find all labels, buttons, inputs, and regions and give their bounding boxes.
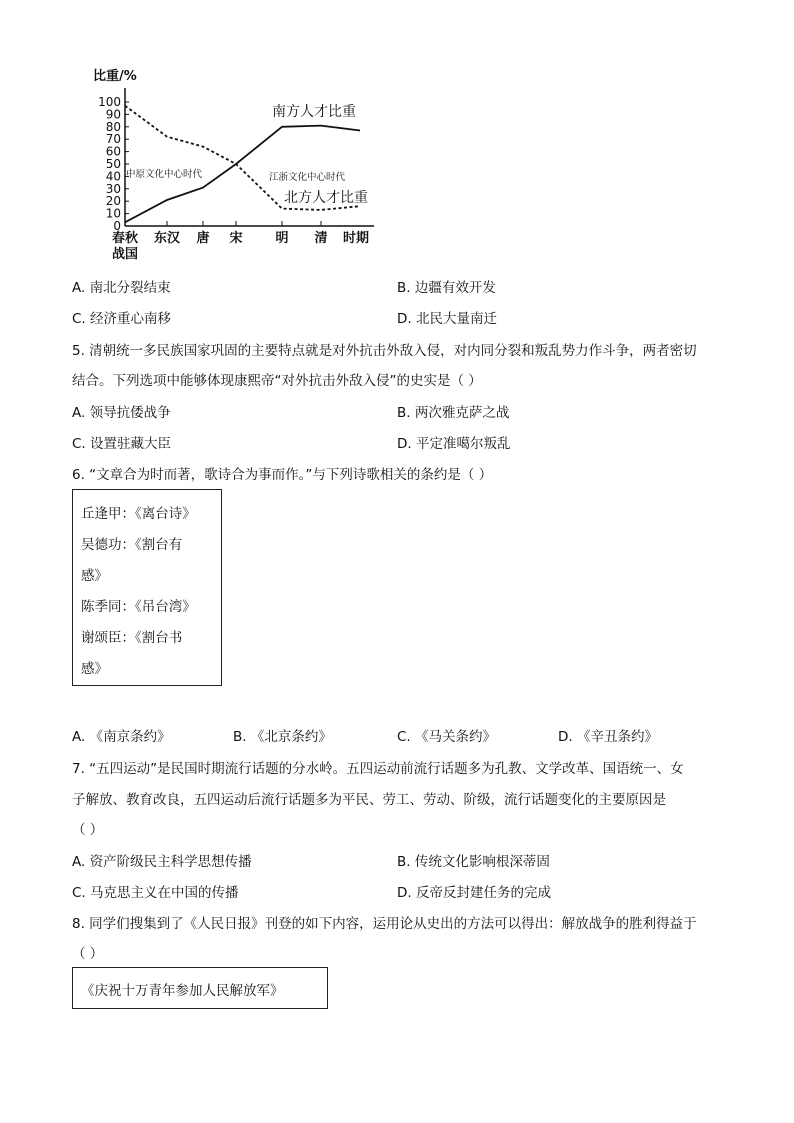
y-tick-label: 80: [105, 119, 121, 134]
x-tick-label: 清: [314, 231, 328, 246]
north-legend-label: 北方人才比重: [284, 190, 368, 206]
talent-ratio-chart: [60, 58, 390, 268]
q5-option-b[interactable]: B. 两次雅克萨之战: [397, 405, 510, 421]
annotation-central-plains: 中原文化中心时代: [126, 169, 203, 180]
q7-option-b[interactable]: B. 传统文化影响根深蒂固: [397, 854, 550, 870]
x-tick-label: 东汉: [153, 231, 181, 246]
q6-stem: 6. “文章合为时而著，歌诗合为事而作。”与下列诗歌相关的条约是（ ）: [72, 467, 493, 483]
y-tick-label: 70: [105, 132, 121, 147]
q5-option-a[interactable]: A. 领导抗倭战争: [72, 405, 171, 421]
y-tick-label: 100: [98, 95, 121, 109]
y-tick-label: 50: [105, 157, 121, 171]
x-tick-label: 明: [275, 231, 289, 246]
q8-stem-line-1: 8. 同学们搜集到了《人民日报》刊登的如下内容，运用论从史出的方法可以得出：解放战争的胜利得益于: [72, 916, 697, 932]
y-tick-label: 60: [105, 144, 121, 159]
annotation-jiangzhe: 江浙文化中心时代: [269, 172, 346, 183]
q5-option-d[interactable]: D. 平定准噶尔叛乱: [397, 436, 511, 452]
poem-line: 感》: [81, 661, 108, 677]
q7-option-c[interactable]: C. 马克思主义在中国的传播: [72, 885, 239, 901]
x-tick-label: 唐: [196, 231, 210, 246]
y-tick-label: 0: [113, 219, 121, 233]
q6-poem-box: [72, 489, 222, 686]
q5-stem-line-1: 5. 清朝统一多民族国家巩固的主要特点就是对外抗击外敌入侵，对内同分裂和叛乱势力作斗争，两者密切: [72, 343, 697, 359]
y-tick-label: 10: [105, 206, 121, 221]
poem-line: 谢颂臣：《割台书: [81, 630, 183, 646]
q6-option-a[interactable]: A. 《南京条约》: [72, 729, 171, 745]
x-tick-label: 宋: [229, 231, 243, 246]
poem-line: 吴德功：《割台有: [81, 537, 183, 553]
x-tick-label: 时期: [342, 231, 370, 246]
q7-stem-line-2: 子解放、教育改良，五四运动后流行话题多为平民、劳工、劳动、阶级，流行话题变化的主要原因是: [72, 792, 666, 808]
q7-stem-line-1: 7. “五四运动”是民国时期流行话题的分水岭。五四运动前流行话题多为孔教、文学改革、国语统一、女: [72, 761, 684, 777]
q7-stem-line-3: （ ）: [72, 822, 104, 838]
poem-line: 丘逢甲：《离台诗》: [81, 506, 196, 522]
q8-stem-line-2: （ ）: [72, 946, 104, 962]
q4-option-b[interactable]: B. 边疆有效开发: [397, 280, 496, 296]
q4-option-d[interactable]: D. 北民大量南迁: [397, 311, 497, 327]
q6-option-d[interactable]: D. 《辛丑条约》: [558, 729, 658, 745]
y-tick-label: 90: [105, 107, 121, 122]
y-tick-label: 20: [105, 194, 121, 209]
poem-line: 感》: [81, 568, 108, 584]
y-tick-label: 30: [105, 181, 121, 196]
y-tick-label: 40: [105, 169, 121, 184]
q5-stem-line-2: 结合。下列选项中能够体现康熙帝“对外抗击外敌入侵”的史实是（ ）: [72, 373, 482, 389]
q5-option-c[interactable]: C. 设置驻藏大臣: [72, 436, 172, 452]
x-tick-label: 春秋战国: [111, 231, 139, 262]
q4-option-a[interactable]: A. 南北分裂结束: [72, 280, 171, 296]
y-axis-label: 比重/%: [93, 69, 137, 84]
south-legend-label: 南方人才比重: [272, 104, 356, 120]
q7-option-d[interactable]: D. 反帝反封建任务的完成: [397, 885, 551, 901]
poem-line: 陈季同：《吊台湾》: [81, 599, 196, 615]
q6-option-c[interactable]: C. 《马关条约》: [397, 729, 497, 745]
q8-source-text: 《庆祝十万青年参加人民解放军》: [81, 983, 284, 999]
q6-option-b[interactable]: B. 《北京条约》: [233, 729, 332, 745]
q8-source-box: [72, 967, 328, 1009]
q7-option-a[interactable]: A. 资产阶级民主科学思想传播: [72, 854, 252, 870]
q4-option-c[interactable]: C. 经济重心南移: [72, 311, 172, 327]
